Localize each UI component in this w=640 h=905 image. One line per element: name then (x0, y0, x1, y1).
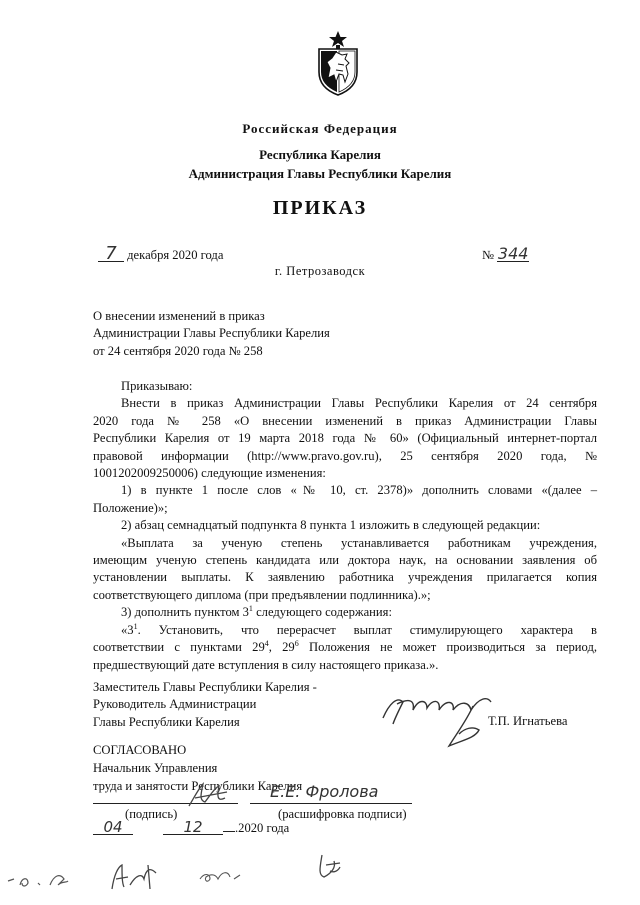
subject-line: от 24 сентября 2020 года № 258 (93, 343, 263, 358)
subject-line: Администрации Главы Республики Карелия (93, 326, 330, 341)
order-number (482, 244, 529, 264)
q2-l2-sup1: 4 (264, 638, 269, 648)
approval-date (93, 820, 289, 837)
header-republic: Республика Карелия (259, 147, 381, 162)
item-3-sup: 1 (248, 604, 253, 614)
body-line: Республики Карелия от 19 марта 2018 года № 60» (Официальный интернет-портал (93, 431, 597, 446)
item-3-text-post: следующего содержания: (252, 605, 392, 620)
approval-title: СОГЛАСОВАНО (93, 743, 187, 757)
item-1-cont: Положение)»; (93, 500, 168, 515)
q2-pre: «3 (121, 622, 134, 637)
item-3 (93, 604, 597, 621)
approval-position: труда и занятости Республики Карелия (93, 779, 303, 793)
q2-l2-sup2: 6 (294, 638, 299, 648)
q2-l2-post: Положения не может производиться за период, (298, 640, 597, 655)
approval-month: 12 (163, 820, 223, 835)
subject-block (93, 308, 393, 360)
decode-hint: (расшифровка подписи) (278, 807, 407, 821)
intro: Приказываю: (121, 379, 193, 393)
q2-text: . Установить, что перерасчет выплат стимулирующего характера в (137, 622, 597, 637)
body-line: 2020 года № 258 «О внесении изменений в приказ Администрации Главы (93, 413, 597, 428)
quote-line: соответствующего диплома (при предъявлении подлинника).»; (93, 587, 431, 602)
order-date (98, 243, 224, 264)
q2-l2-pre: соответствии с пунктами 29 (93, 640, 265, 655)
quote2-line (93, 639, 597, 656)
approval-position: Начальник Управления (93, 761, 218, 775)
item-2: 2) абзац семнадцатый подпункта 8 пункта 1 изложить в следующей редакции: (121, 518, 541, 533)
q2-sup: 1 (133, 621, 138, 631)
body-line: правовой информации (http://www.pravo.gov.ru), 25 сентября 2020 года, № (93, 448, 597, 463)
document-title: ПРИКАЗ (272, 197, 368, 219)
city: г. Петрозаводск (274, 264, 366, 278)
q2-l2-mid: , 29 (268, 640, 295, 655)
quote2-line (93, 622, 597, 639)
header-federation: Российская Федерация (242, 121, 398, 136)
signatory-line: Главы Республики Карелия (93, 714, 240, 729)
quote-line: «Выплата за ученую степень устанавливается работникам учреждения, (121, 535, 597, 550)
item-3-text: 3) дополнить пунктом 3 (121, 605, 249, 620)
signatory-block (93, 679, 393, 731)
handwritten-name: Е.Е. Фролова (270, 782, 379, 801)
approval-day: 04 (93, 820, 133, 835)
body-line: Внести в приказ Администрации Главы Республики Карелия от 24 сентября (121, 396, 597, 411)
signature-hint: (подпись) (125, 807, 178, 821)
header-administration: Администрация Главы Республики Карелия (188, 166, 452, 181)
body (93, 378, 597, 674)
date-rest: декабря 2020 года (124, 248, 224, 262)
signature-mark (375, 680, 500, 752)
body-line: 1001202009250006) следующие изменения: (93, 466, 326, 481)
subject-line: О внесении изменений в приказ (93, 309, 265, 323)
item-1: 1) в пункте 1 после слов «№ 10, ст. 2378)» дополнить словами «(далее – (121, 483, 597, 498)
date-day-handwritten: 7 (98, 247, 124, 262)
quote-line: установлении выплаты. К заявлению работника учреждения прилагается копия (93, 570, 597, 585)
bottom-handwritten-marks (0, 845, 370, 900)
approval-year: .2020 года (235, 821, 290, 835)
number-handwritten: 344 (497, 244, 529, 263)
number-prefix: № (482, 248, 495, 262)
signatory-line: Руководитель Администрации (93, 697, 257, 712)
quote2-line: предшествующий дате вступления в силу настоящего приказа.». (93, 657, 439, 672)
karelia-coat-of-arms-icon (316, 30, 360, 96)
signatory-line: Заместитель Главы Республики Карелия - (93, 680, 317, 694)
quote-line: имеющим ученую степень кандидата или доктора наук, на основании заявления об (93, 553, 597, 568)
signatory-name: Т.П. Игнатьева (488, 714, 568, 728)
decode-line (250, 803, 412, 804)
approval-signature-mark (185, 778, 235, 812)
